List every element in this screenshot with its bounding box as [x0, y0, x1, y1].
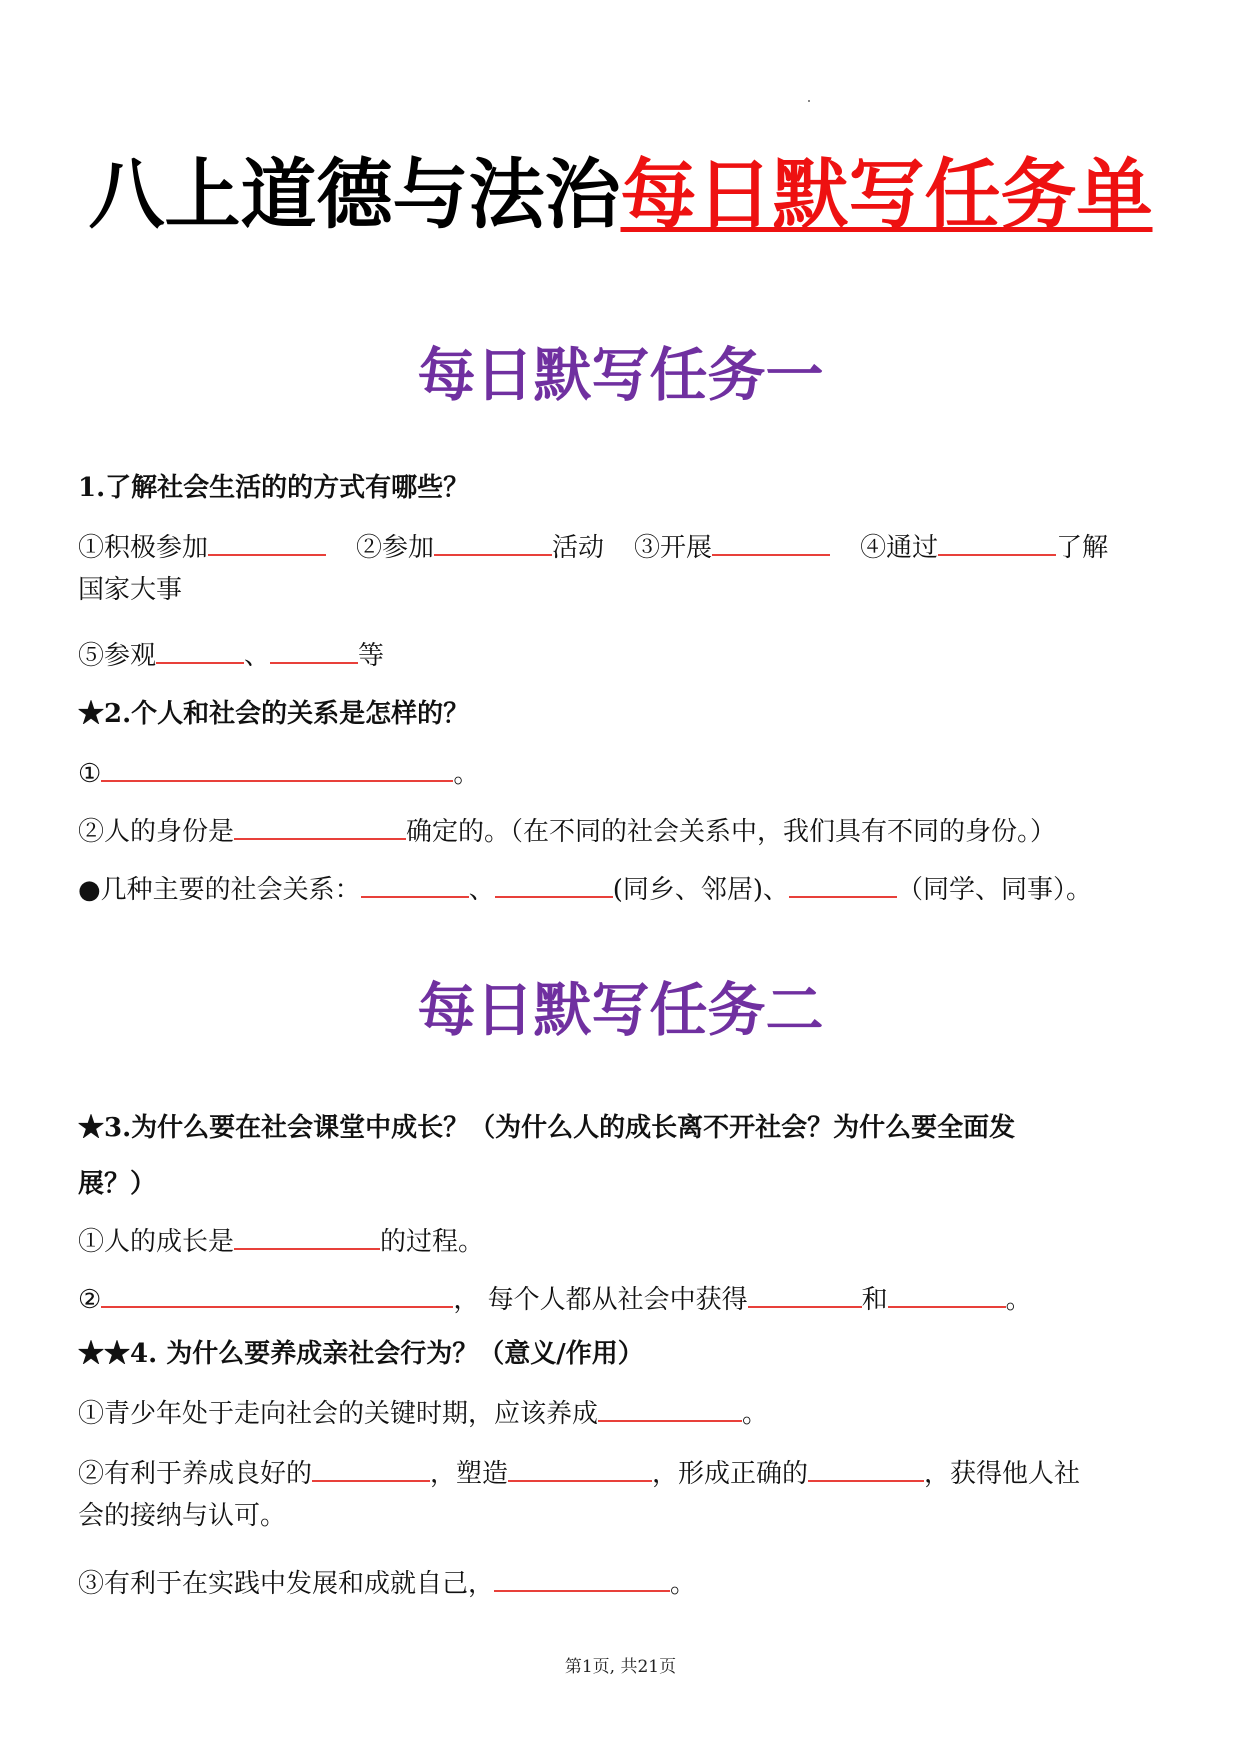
- blank[interactable]: [434, 528, 552, 556]
- blank[interactable]: [156, 636, 244, 664]
- blank[interactable]: [270, 636, 358, 664]
- blank[interactable]: [712, 528, 830, 556]
- question-1-line-2: 国家大事: [78, 575, 183, 605]
- blank[interactable]: [508, 1454, 652, 1482]
- blank[interactable]: [495, 870, 613, 898]
- page-dot: [808, 100, 810, 102]
- question-4-line-4: ③有利于在实践中发展和成就自己， 。: [78, 1564, 696, 1602]
- section-title-2: 每日默写任务二: [417, 976, 824, 1044]
- question-1-line-3: ⑤参观 、 等: [78, 636, 384, 674]
- blank[interactable]: [494, 1564, 670, 1592]
- blank[interactable]: [598, 1394, 742, 1422]
- question-4-line-3: 会的接纳与认可。: [78, 1501, 287, 1531]
- question-4-line-1: ①青少年处于走向社会的关键时期，应该养成 。: [78, 1394, 768, 1432]
- page-title: [0, 150, 1241, 240]
- question-2-title: ★2.个人和社会的关系是怎样的？: [78, 699, 470, 729]
- blank[interactable]: [208, 528, 326, 556]
- blank[interactable]: [234, 812, 406, 840]
- question-4-line-2: ②有利于养成良好的 ，塑造 ，形成正确的 ，获得他人社: [78, 1454, 1080, 1492]
- title-black: 八上道德与法治: [88, 150, 621, 239]
- blank[interactable]: [748, 1280, 862, 1308]
- blank[interactable]: [808, 1454, 924, 1482]
- blank[interactable]: [234, 1222, 380, 1250]
- question-2-line-3: ●几种主要的社会关系： 、 (同乡、邻居)、 （同学、同事）。: [78, 870, 1092, 908]
- question-3-line-2: ② ， 每个人都从社会中获得 和 。: [78, 1280, 1032, 1318]
- blank[interactable]: [101, 1280, 453, 1308]
- blank[interactable]: [938, 528, 1056, 556]
- section-title-1: 每日默写任务一: [417, 341, 824, 409]
- question-2-line-1: ① 。: [78, 754, 479, 792]
- blank[interactable]: [888, 1280, 1006, 1308]
- page-footer: 第1页, 共21页: [564, 1657, 677, 1677]
- question-1-line-1: ①积极参加 ②参加 活动 ③开展 ④通过 了解: [78, 528, 1108, 566]
- question-1-title: 1.了解社会生活的的方式有哪些？: [78, 473, 470, 503]
- blank[interactable]: [312, 1454, 430, 1482]
- blank[interactable]: [789, 870, 897, 898]
- question-3-title-1: ★3.为什么要在社会课堂中成长？（为什么人的成长离不开社会？为什么要全面发: [78, 1113, 1016, 1143]
- blank[interactable]: [101, 754, 453, 782]
- question-3-title-2: 展？）: [78, 1169, 157, 1199]
- question-4-title: ★★4. 为什么要养成亲社会行为？（意义/作用）: [78, 1339, 644, 1369]
- question-2-line-2: ②人的身份是 确定的。（在不同的社会关系中，我们具有不同的身份。）: [78, 812, 1056, 850]
- blank[interactable]: [361, 870, 469, 898]
- title-red: 每日默写任务单: [620, 150, 1153, 239]
- question-3-line-1: ①人的成长是 的过程。: [78, 1222, 484, 1260]
